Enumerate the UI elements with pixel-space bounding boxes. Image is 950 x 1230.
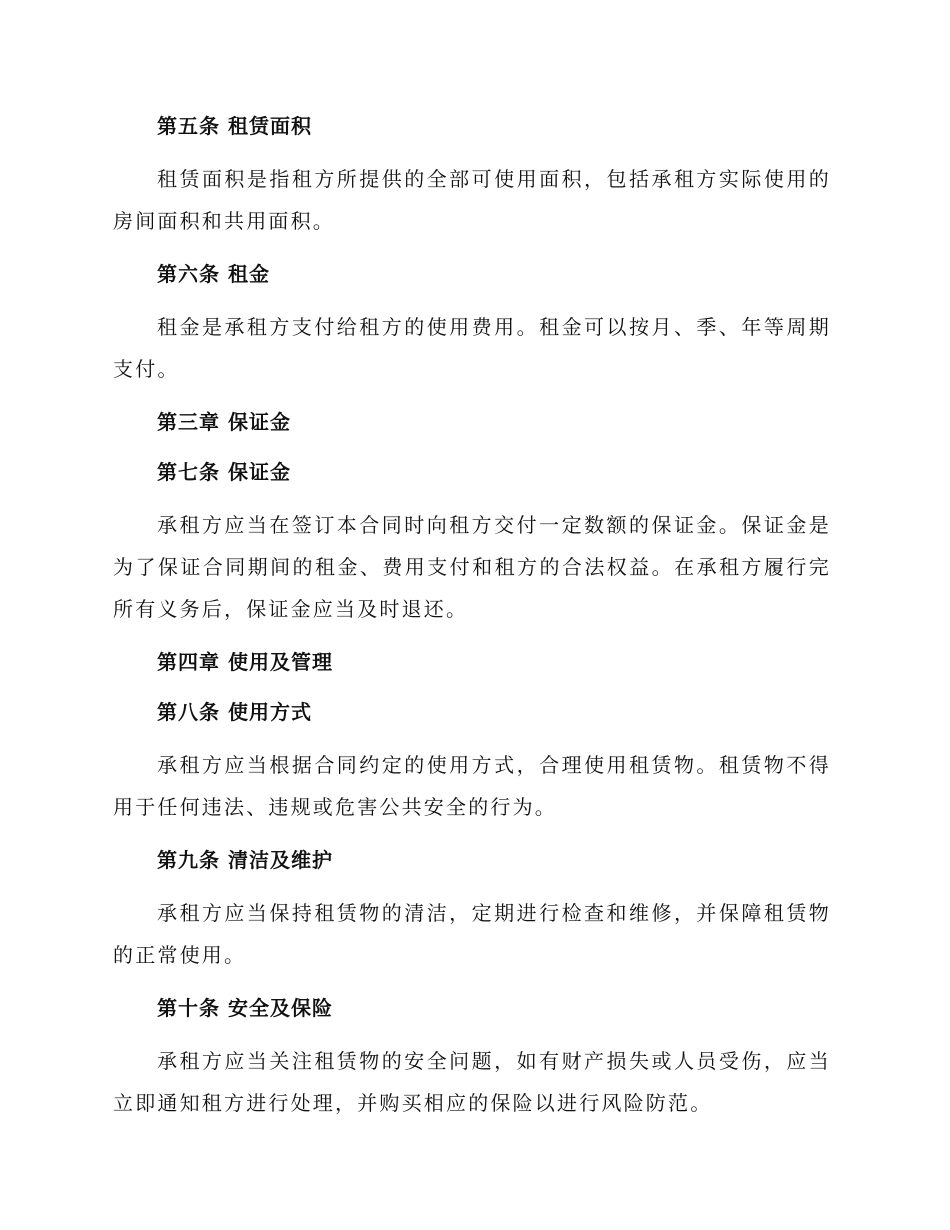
article-6-paragraph: 租金是承租方支付给租方的使用费用。租金可以按月、季、年等周期支付。 <box>113 315 831 381</box>
article-8-heading: 第八条 使用方式 <box>157 700 312 724</box>
article-5-heading: 第五条 租赁面积 <box>157 114 312 138</box>
article-8-paragraph: 承租方应当根据合同约定的使用方式，合理使用租赁物。租赁物不得用于任何违法、违规或危害公共安全的行为。 <box>113 753 831 819</box>
article-10-paragraph: 承租方应当关注租赁物的安全问题，如有财产损失或人员受伤，应当立即通知租方进行处理，并购买相应的保险以进行风险防范。 <box>113 1049 831 1115</box>
chapter-4-heading: 第四章 使用及管理 <box>157 650 333 674</box>
article-6-heading: 第六条 租金 <box>157 262 270 286</box>
chapter-3-heading: 第三章 保证金 <box>157 410 291 434</box>
article-9-heading: 第九条 清洁及维护 <box>157 848 333 872</box>
document-page <box>113 108 831 1124</box>
article-7-paragraph: 承租方应当在签订本合同时向租方交付一定数额的保证金。保证金是为了保证合同期间的租金、费用支付和租方的合法权益。在承租方履行完所有义务后，保证金应当及时退还。 <box>113 513 831 621</box>
article-5-paragraph: 租赁面积是指租方所提供的全部可使用面积，包括承租方实际使用的房间面积和共用面积。 <box>113 167 831 233</box>
article-7-heading: 第七条 保证金 <box>157 460 291 484</box>
article-9-paragraph: 承租方应当保持租赁物的清洁，定期进行检查和维修，并保障租赁物的正常使用。 <box>113 901 831 967</box>
article-10-heading: 第十条 安全及保险 <box>157 996 333 1020</box>
